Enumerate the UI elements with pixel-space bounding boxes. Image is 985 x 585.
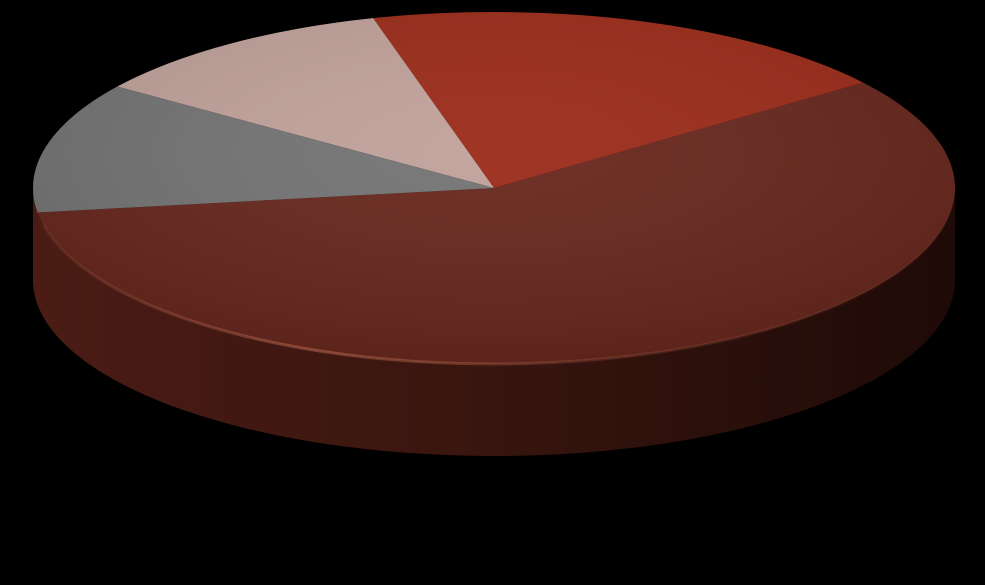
pie-top-shading [33,12,955,364]
pie-top-face [33,12,955,364]
